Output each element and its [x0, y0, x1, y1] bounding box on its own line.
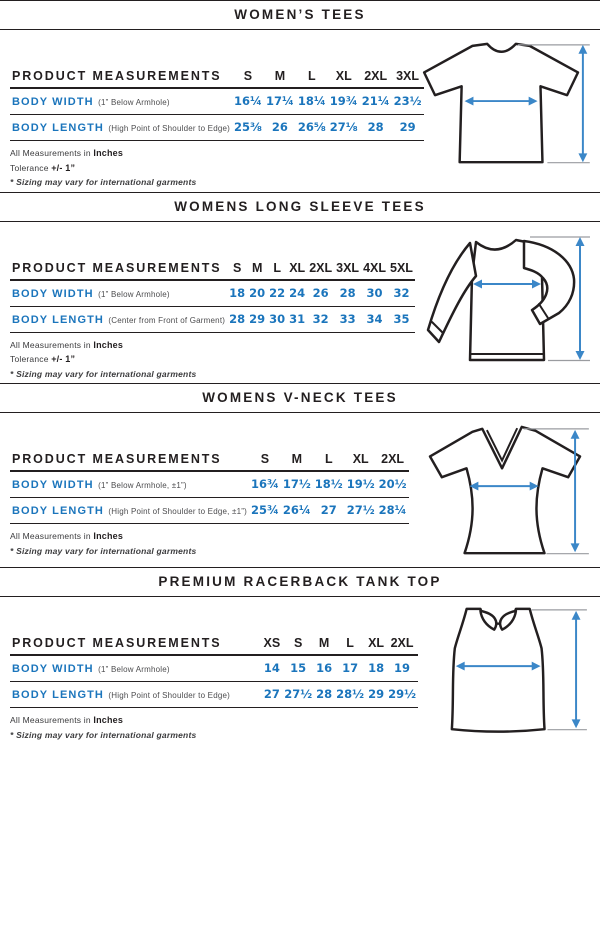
- measurement-value: 24: [289, 285, 306, 300]
- measurement-qualifier: (1” Below Armhole): [98, 665, 170, 674]
- section-header: [0, 383, 600, 413]
- measurement-value: 19¾: [329, 94, 358, 108]
- measurement-row: [10, 655, 418, 682]
- size-column-header: M: [251, 260, 263, 275]
- measurement-value: 17¼: [265, 94, 294, 108]
- size-column-header: XL: [335, 69, 352, 83]
- measurement-row: [10, 498, 409, 524]
- tank-outline: [452, 609, 545, 732]
- size-column-header: L: [308, 69, 316, 83]
- footnote: Tolerance +/- 1”: [10, 162, 76, 173]
- measurement-value: 27: [320, 503, 337, 517]
- size-column-header: L: [346, 636, 354, 650]
- long-sleeve-tee-diagram-icon: [412, 228, 594, 370]
- measurement-label-cell: [10, 115, 232, 141]
- size-column-header: M: [318, 636, 330, 650]
- size-column-header: 2XL: [390, 636, 414, 650]
- measurement-value: 27½: [284, 687, 313, 701]
- footnote: * Sizing may vary for international garments: [10, 729, 197, 740]
- section-header: [0, 0, 600, 30]
- measurements-area: [10, 449, 408, 560]
- tee-outline: [424, 44, 578, 162]
- size-column-header: S: [293, 636, 303, 650]
- measurements-table: [10, 66, 424, 141]
- measurement-value: 26: [312, 285, 329, 300]
- measurement-value: 21¼: [361, 94, 390, 108]
- size-column-header: XS: [263, 636, 281, 650]
- measurement-value: 28: [229, 311, 246, 326]
- measurement-label: BODY LENGTH: [12, 313, 104, 326]
- measurement-value: 28: [367, 120, 384, 134]
- measurement-value: 23½: [393, 94, 422, 108]
- measurement-row: [10, 682, 418, 708]
- measurement-value: 18½: [314, 477, 343, 491]
- measurement-value: 35: [393, 311, 410, 326]
- size-column-header: L: [324, 452, 333, 466]
- measurement-value: 33: [339, 311, 356, 326]
- size-column-header: 3XL: [336, 260, 360, 275]
- section-title: WOMENS V-NECK TEES: [202, 390, 398, 405]
- footnotes: [10, 148, 406, 187]
- section-header: [0, 192, 600, 222]
- size-chart-section: [0, 192, 600, 384]
- footnote: * Sizing may vary for international garments: [10, 545, 197, 556]
- table-head: [10, 633, 418, 655]
- measurement-value: 16¾: [250, 477, 279, 491]
- measurement-label: BODY LENGTH: [12, 689, 104, 701]
- measurement-qualifier: (1” Below Armhole): [98, 289, 170, 299]
- measurement-value: 18: [368, 661, 385, 675]
- table-head: [10, 258, 415, 280]
- measurement-value: 20½: [378, 477, 407, 491]
- size-column-header: 4XL: [363, 260, 386, 275]
- table-head: [10, 66, 424, 88]
- measurement-qualifier: (High Point of Shoulder to Edge, ±1”): [108, 507, 247, 516]
- measurement-value: 30: [269, 311, 286, 326]
- footnotes: [10, 340, 402, 379]
- table-head: [10, 449, 409, 471]
- measurement-value: 19½: [346, 477, 375, 491]
- measurement-value: 14: [263, 661, 280, 675]
- measurement-label: BODY LENGTH: [12, 122, 104, 134]
- size-column-header: XL: [368, 636, 385, 650]
- size-chart-section: [0, 0, 600, 192]
- measurement-label: BODY WIDTH: [12, 287, 94, 300]
- measurement-value: 27⅛: [329, 120, 358, 134]
- footnotes: [10, 715, 418, 740]
- size-column-header: 2XL: [381, 452, 405, 466]
- section-title: WOMENS LONG SLEEVE TEES: [174, 198, 426, 214]
- size-column-header: S: [232, 260, 242, 275]
- measurement-value: 17½: [282, 477, 311, 491]
- table-body: [10, 280, 415, 333]
- measurement-qualifier: (Center from Front of Garment): [108, 315, 226, 325]
- section-body: [0, 413, 600, 567]
- measurement-value: 19: [394, 661, 411, 675]
- size-column-header: 2XL: [364, 69, 388, 83]
- tee-diagram-icon: [416, 36, 594, 176]
- measurement-row: [10, 115, 424, 141]
- measurement-value: 31: [289, 311, 306, 326]
- measurement-value: 16¼: [234, 94, 262, 108]
- size-header-row: [10, 258, 415, 280]
- measurement-value: 25¾: [250, 503, 279, 517]
- measurement-row: [10, 88, 424, 115]
- size-column-header: L: [273, 260, 281, 275]
- footnotes: [10, 531, 408, 556]
- size-chart-section: [0, 567, 600, 750]
- measurement-value: 17: [342, 661, 359, 675]
- measurements-area: [10, 258, 413, 384]
- measurement-value: 28: [316, 687, 333, 701]
- size-column-header: 3XL: [396, 69, 420, 83]
- size-column-header: XL: [352, 452, 369, 466]
- garment-diagram: [416, 30, 594, 176]
- measurement-value: 20: [249, 285, 266, 300]
- measurement-qualifier: (1” Below Armhole, ±1”): [98, 481, 187, 490]
- garment-diagram: [418, 413, 594, 567]
- measurement-value: 26¼: [282, 503, 311, 517]
- footnote: All Measurements in Inches: [10, 715, 124, 725]
- measurement-value: 29½: [388, 687, 416, 701]
- measurement-label-cell: [10, 682, 262, 708]
- measurement-value: 28½: [336, 687, 365, 701]
- product-measurements-heading: PRODUCT MEASUREMENTS: [12, 260, 222, 275]
- measurement-value: 26⅝: [297, 120, 326, 134]
- measurement-label: BODY WIDTH: [12, 479, 94, 491]
- size-header-row: [10, 633, 418, 655]
- measurement-row: [10, 280, 415, 307]
- left-sleeve-outline: [428, 243, 476, 342]
- measurement-label-cell: [10, 280, 227, 307]
- measurement-value: 18: [229, 285, 246, 300]
- size-column-header: M: [274, 69, 286, 83]
- measurement-label: BODY WIDTH: [12, 663, 94, 675]
- size-column-header: 2XL: [309, 260, 333, 275]
- footnote: All Measurements in Inches: [10, 531, 124, 541]
- footnote: All Measurements in Inches: [10, 339, 124, 350]
- measurements-area: [10, 633, 418, 744]
- measurement-value: 32: [393, 285, 410, 300]
- measurement-value: 30: [366, 285, 383, 300]
- size-header-row: [10, 66, 424, 88]
- measurement-label-cell: [10, 306, 227, 332]
- measurement-row: [10, 306, 415, 332]
- footnote: * Sizing may vary for international garments: [10, 177, 197, 187]
- measurement-label-cell: [10, 88, 232, 115]
- table-body: [10, 471, 409, 524]
- racerback-tank-diagram-icon: [428, 603, 594, 743]
- measurement-value: 29: [399, 120, 416, 134]
- measurement-label-cell: [10, 471, 249, 498]
- footnote: Tolerance +/- 1”: [10, 354, 76, 364]
- measurement-qualifier: (High Point of Shoulder to Edge): [108, 691, 231, 700]
- measurements-table: [10, 258, 415, 333]
- measurement-value: 25⅜: [234, 120, 262, 134]
- garment-diagram: [412, 222, 594, 370]
- measurement-value: 15: [290, 661, 307, 675]
- section-body: [0, 597, 600, 750]
- measurement-value: 27½: [346, 503, 375, 517]
- size-chart-section: [0, 383, 600, 567]
- measurement-value: 28¼: [378, 503, 407, 517]
- measurement-value: 16: [316, 661, 333, 675]
- table-body: [10, 655, 418, 708]
- product-measurements-heading: PRODUCT MEASUREMENTS: [12, 636, 222, 650]
- measurement-value: 29: [368, 687, 385, 701]
- table-body: [10, 88, 424, 141]
- measurement-value: 29: [249, 311, 266, 326]
- measurement-value: 26: [271, 120, 288, 134]
- measurement-value: 34: [366, 311, 383, 326]
- measurements-table: [10, 633, 418, 708]
- section-title: PREMIUM RACERBACK TANK TOP: [158, 574, 442, 589]
- size-column-header: XL: [289, 260, 306, 275]
- measurement-label: BODY LENGTH: [12, 505, 104, 517]
- measurements-area: [10, 66, 422, 192]
- measurement-value: 22: [269, 285, 286, 300]
- size-column-header: M: [291, 452, 303, 466]
- section-title: WOMEN’S TEES: [234, 7, 366, 22]
- v-neck-tee-diagram-icon: [418, 419, 594, 567]
- measurement-qualifier: (1” Below Armhole): [98, 98, 170, 107]
- measurement-label-cell: [10, 655, 262, 682]
- measurement-value: 27: [263, 687, 280, 701]
- measurement-label: BODY WIDTH: [12, 96, 94, 108]
- measurement-qualifier: (High Point of Shoulder to Edge): [108, 124, 231, 133]
- size-column-header: S: [260, 452, 270, 466]
- garment-diagram: [428, 597, 594, 743]
- measurement-row: [10, 471, 409, 498]
- section-header: [0, 567, 600, 597]
- size-column-header: S: [243, 69, 253, 83]
- measurements-table: [10, 449, 409, 524]
- measurement-value: 28: [339, 285, 356, 300]
- measurement-value: 18¼: [297, 94, 326, 108]
- size-column-header: 5XL: [390, 260, 413, 275]
- product-measurements-heading: PRODUCT MEASUREMENTS: [12, 69, 222, 83]
- measurement-label-cell: [10, 498, 249, 524]
- size-header-row: [10, 449, 409, 471]
- section-body: [0, 30, 600, 192]
- section-body: [0, 222, 600, 384]
- v-neck-outline: [430, 427, 580, 553]
- product-measurements-heading: PRODUCT MEASUREMENTS: [12, 452, 222, 466]
- footnote: * Sizing may vary for international garments: [10, 368, 197, 379]
- footnote: All Measurements in Inches: [10, 148, 124, 158]
- measurement-value: 32: [312, 311, 329, 326]
